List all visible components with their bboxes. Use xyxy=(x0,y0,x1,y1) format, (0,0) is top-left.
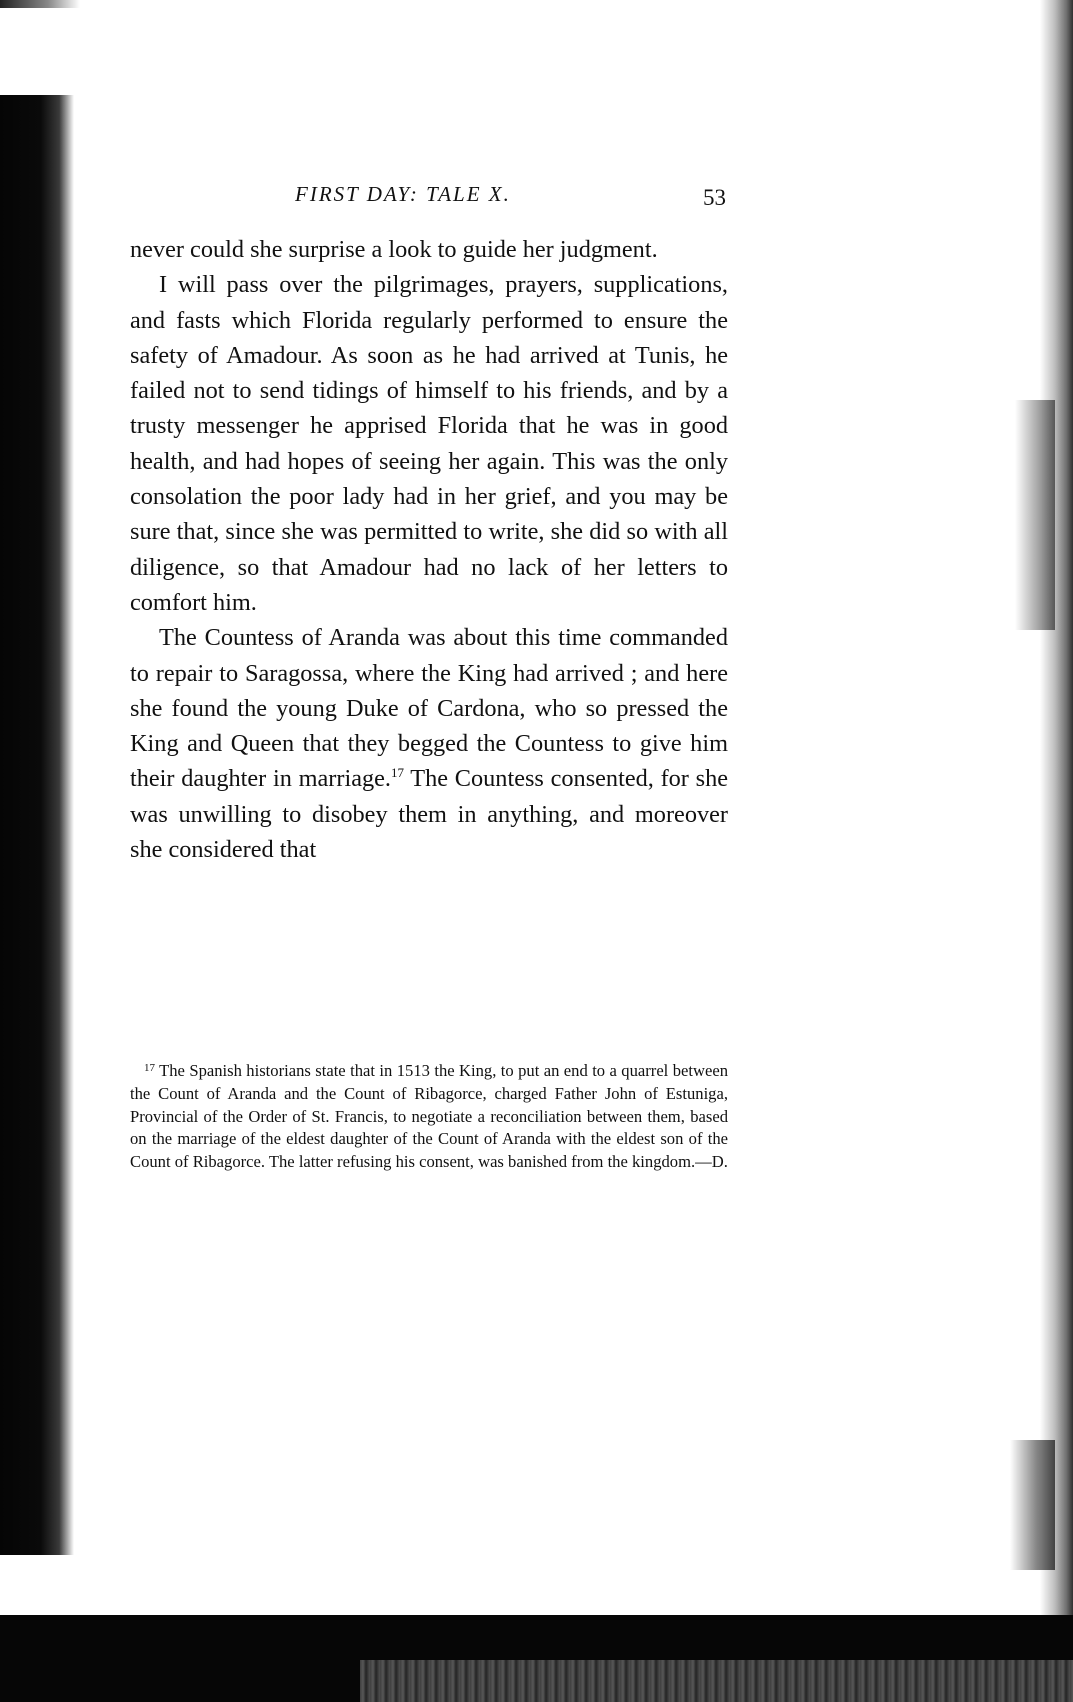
paragraph xyxy=(130,620,728,867)
paragraph: I will pass over the pilgrimages, prayers, supplications, and fasts which Florida regularly performed to ensure the safety of Amadour. As soon as he had arrived at Tunis, he failed not to send tidings of himself to his friends, and by a trusty messenger he apprised Florida that he was in good health, and had hopes of seeing her again. This was the only consolation the poor lady had in her grief, and you may be sure that, since she was permitted to write, she did so with all diligence, so that Amadour had no lack of her letters to comfort him. xyxy=(130,271,728,616)
scan-edge-shadow-right xyxy=(1040,0,1073,1615)
scan-edge-shadow-left xyxy=(0,95,74,1555)
scan-smudge xyxy=(1010,1440,1055,1570)
footnote-reference: 17 xyxy=(391,765,405,781)
paragraph-text: The Countess of Aranda was about this time commanded to repair to Saragossa, where the King had arrived ; and here she found the young Duke of Cardona, who so pressed the King and Queen that they begged the Countess to give him their daughter in marriage. xyxy=(130,624,728,793)
footnote-paragraph xyxy=(130,1060,728,1174)
paragraph-text: The Countess consented, for she was unwilling to disobey them in anything, and moreover she considered that xyxy=(130,765,729,864)
scan-smudge xyxy=(1015,400,1055,630)
footnote xyxy=(130,1060,728,1174)
running-head: FIRST DAY: TALE X. xyxy=(295,182,511,206)
body-text xyxy=(130,232,728,867)
footnote-marker: 17 xyxy=(144,1062,155,1074)
page-number: 53 xyxy=(703,185,726,210)
scan-speckle xyxy=(360,1660,1073,1702)
scan-edge-shadow-top xyxy=(0,0,80,8)
footnote-text: The Spanish historians state that in 1513 the King, to put an end to a quarrel between the Count of Aranda and the Count of Ribagorce, charged Father John of Estuniga, Provincial of the Order of St. Francis, to negotiate a reconciliation between them, based on the marriage of the eldest daughter of the Count of Aranda with the eldest son of the Count of Ribagorce. The latter refusing his consent, was banished from the kingdom.—D. xyxy=(130,1061,728,1172)
paragraph: never could she surprise a look to guide her judgment. xyxy=(130,236,658,263)
